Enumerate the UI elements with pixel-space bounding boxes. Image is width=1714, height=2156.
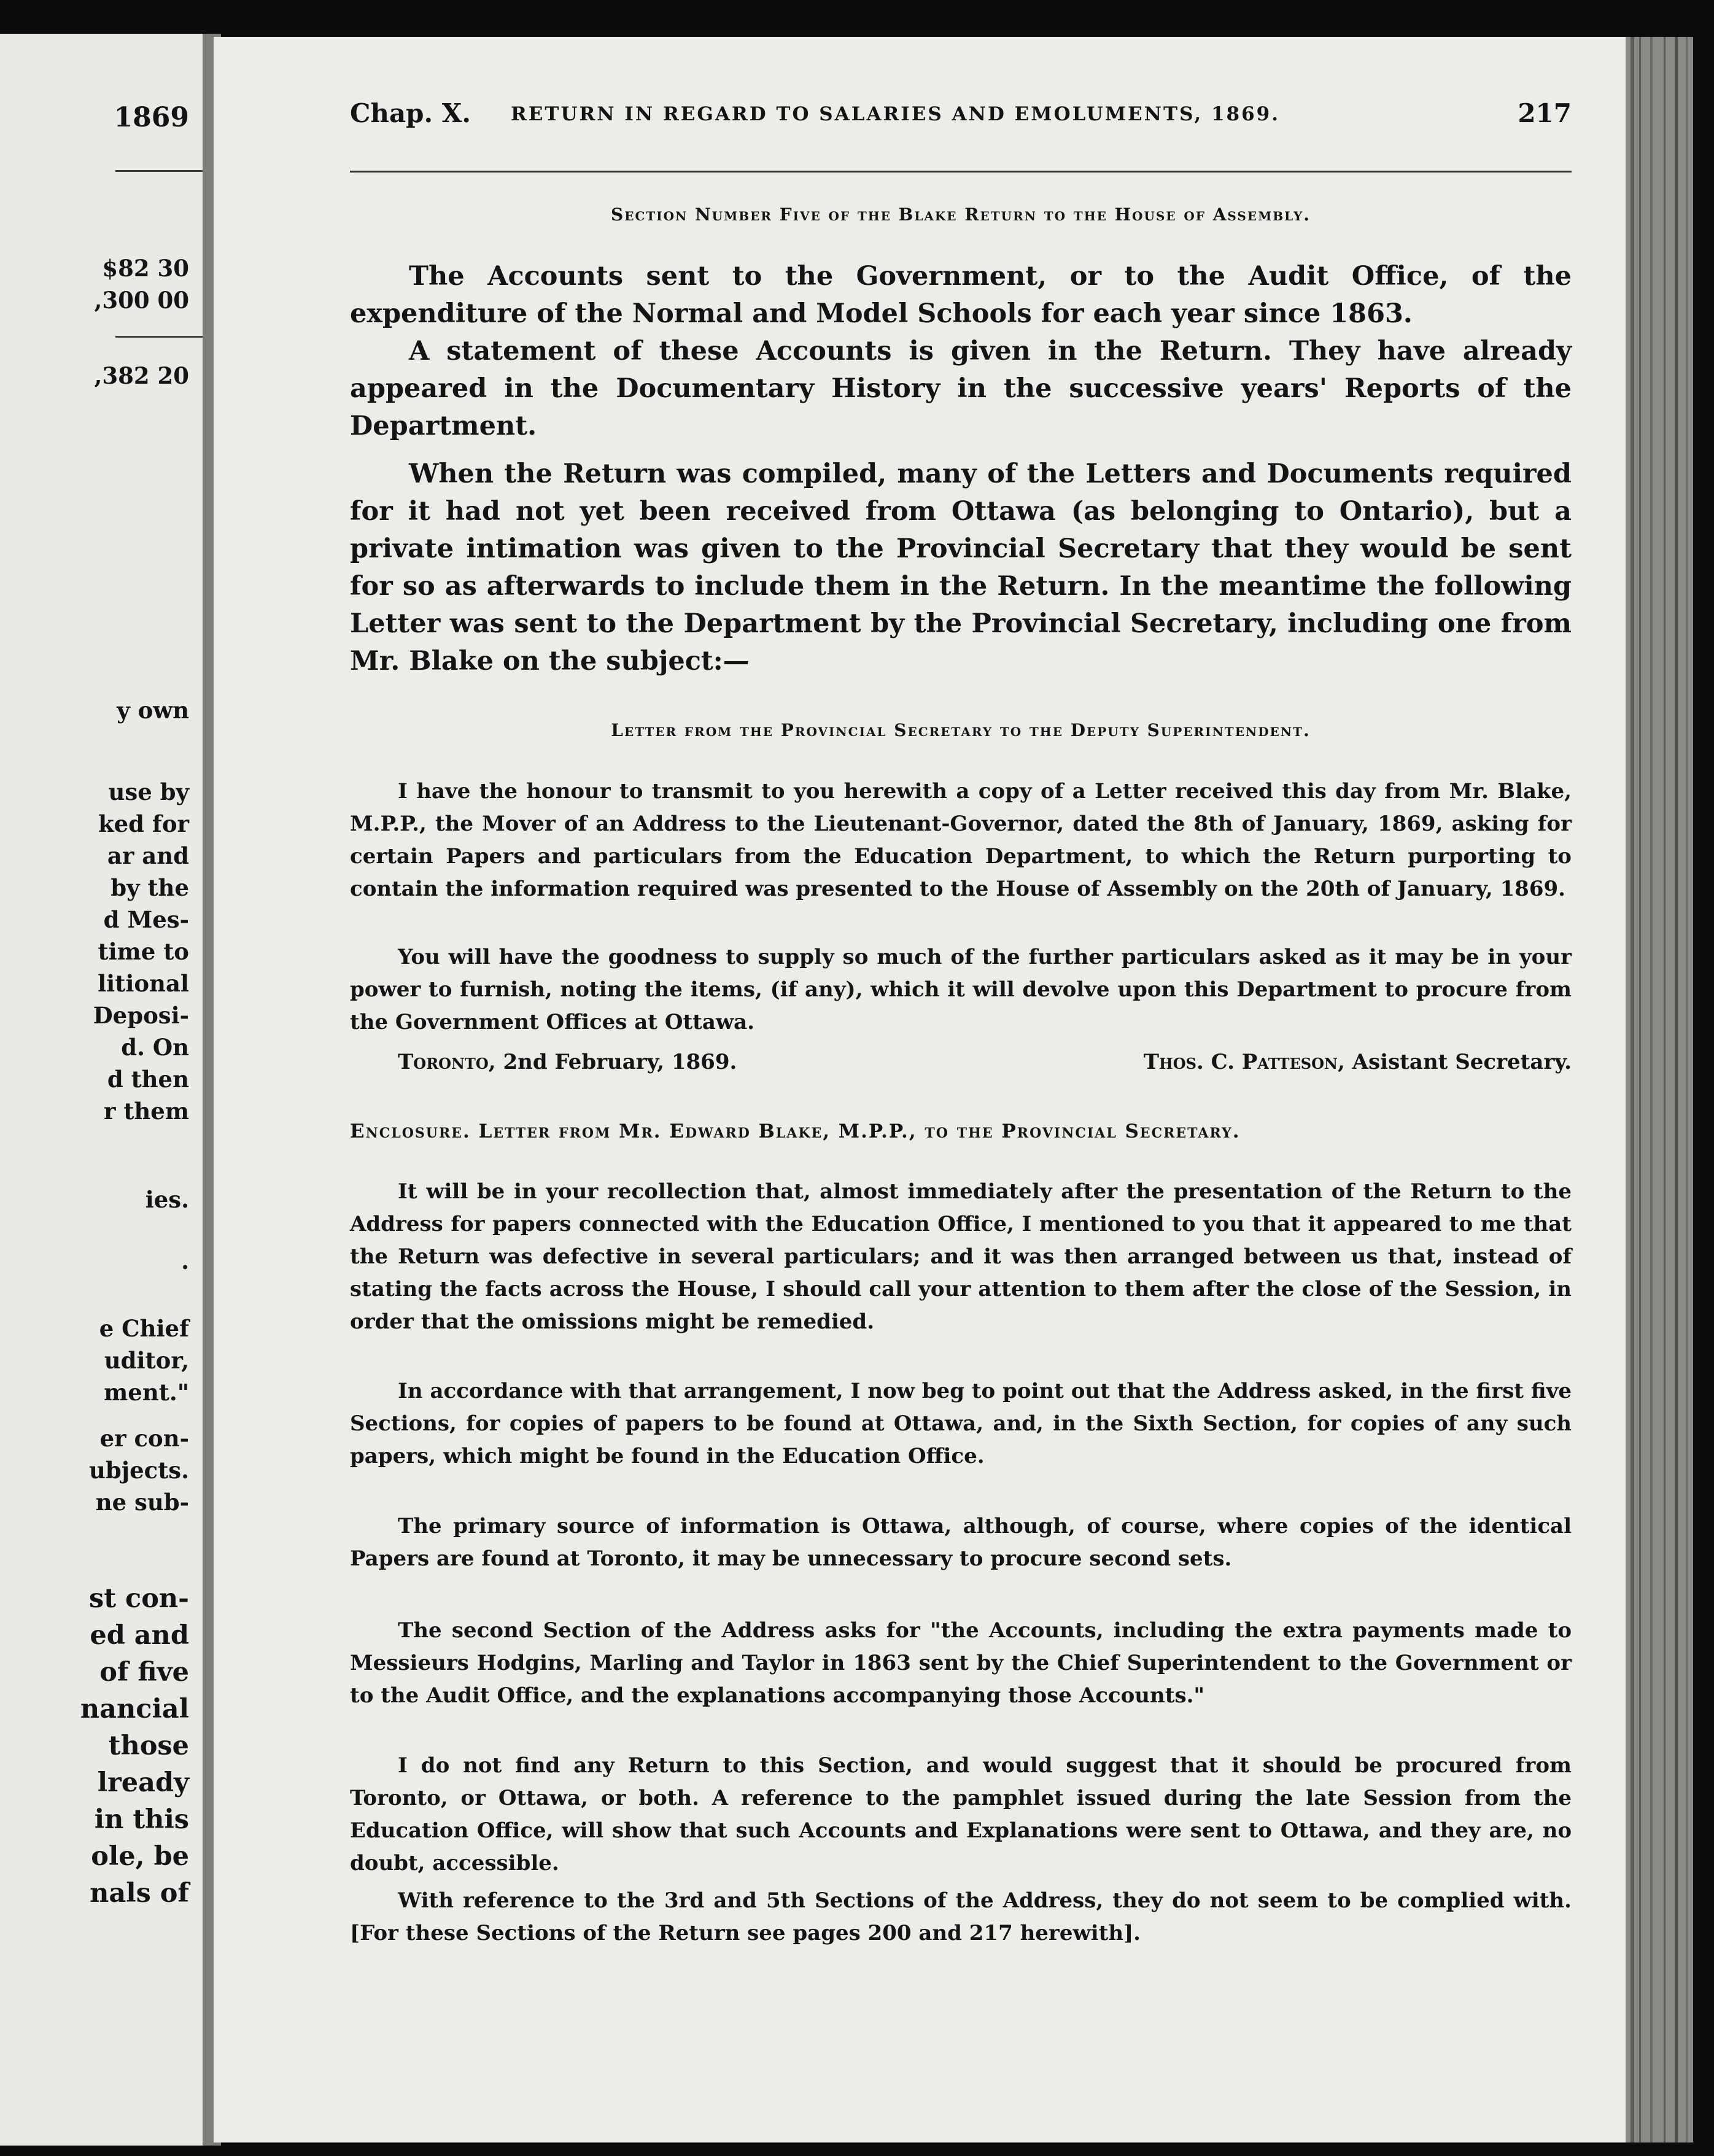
signature-title: , Asistant Secretary. — [1337, 1050, 1572, 1074]
fragment-line: time to — [98, 938, 189, 965]
enclosure-paragraph: It will be in your recollection that, almost immediately after the presentation of the Return to the Address for papers connected with the Education Office, I mentioned to you that it appeared to me that the Return was defective in several particulars; and it was then arranged between us that, instead of stating the facts across the House, I should call your attention to them after the close of the Session, in order that the omissions might be remedied. — [350, 1179, 1572, 1334]
fragment-line: d Mes- — [103, 906, 189, 933]
previous-page-year: 1869 — [114, 102, 189, 133]
enclosure-paragraph: With reference to the 3rd and 5th Sections of the Address, they do not seem to be complied with. [For these Sections of the Return see pages 200 and 217 herewith]. — [350, 1888, 1572, 1945]
fragment-line: uditor, — [104, 1347, 189, 1374]
fragment-line: ole, be — [91, 1841, 189, 1872]
fragment-line: nancial — [80, 1694, 189, 1724]
main-page — [214, 37, 1626, 2142]
letter-paragraph: I have the honour to transmit to you herewith a copy of a Letter received this day from Mr. Blake, M.P.P., the Mover of an Address to the Lieutenant-Governor, dated the 8th of January, 1869, asking for certain Papers and particulars from the Education Department, to which the Return purporting to contain the information required was presented to the House of Assembly on the 20th of January, 1869. — [350, 779, 1572, 901]
fragment-line: of five — [99, 1657, 189, 1688]
page-number: 217 — [1518, 98, 1572, 128]
fragment-line: r them — [103, 1098, 189, 1125]
fragment-line: ne sub- — [95, 1489, 189, 1516]
fragment-line: d then — [107, 1066, 189, 1093]
signature-name: Thos. C. Patteson — [1143, 1050, 1338, 1074]
previous-page-fragment — [0, 34, 203, 2146]
section-paragraph: When the Return was compiled, many of the Letters and Documents required for it had not yet been received from Ottawa (as belonging to Ontario), but a private intimation was given to the Provincial Secretary that they would be sent for so as afterwards to include them in the Return. In the meantime the following Letter was sent to the Department by the Provincial Secretary, including one from Mr. Blake on the subject:— — [350, 459, 1572, 677]
fragment-line: er con- — [99, 1425, 189, 1452]
enclosure-paragraph: In accordance with that arrangement, I now beg to point out that the Address asked, in the first five Sections, for copies of papers to be found at Ottawa, and, in the Sixth Section, for copies of any such papers, which might be found in the Education Office. — [350, 1379, 1572, 1468]
fragment-line: those — [108, 1731, 189, 1761]
fragment-line: d. On — [121, 1034, 189, 1061]
fragment-line: Deposi- — [93, 1002, 189, 1029]
fragment-line: y own — [117, 697, 189, 724]
fragment-line: in this — [94, 1804, 189, 1835]
fragment-line: by the — [111, 874, 189, 901]
amount-rule — [115, 336, 203, 338]
fragment-line: st con- — [88, 1583, 189, 1614]
fragment-line: nals of — [90, 1878, 189, 1909]
section-paragraph: The Accounts sent to the Government, or to the Audit Office, of the expenditure of the Normal and Model Schools for each year since 1863. — [350, 261, 1572, 329]
enclosure-paragraph: I do not find any Return to this Section, and would suggest that it should be procured from Toronto, or Ottawa, or both. A reference to the pamphlet issued during the late Session from the Education Office, will show that such Accounts and Explanations were sent to Ottawa, and they are, no doubt, accessible. — [350, 1753, 1572, 1875]
fragment-line: ment." — [104, 1379, 189, 1406]
letter-paragraph: You will have the goodness to supply so much of the further particulars asked as it may be in your power to furnish, noting the items, (if any), which it will devolve upon this Department to procure from the Government Offices at Ottawa. — [350, 945, 1572, 1034]
enclosure-heading: Enclosure. Letter from Mr. Edward Blake, M.P.P., to the Provincial Secretary. — [350, 1120, 1241, 1142]
running-head — [350, 98, 1572, 141]
section-heading: Section Number Five of the Blake Return to the House of Assembly. — [611, 204, 1311, 225]
enclosure-paragraph: The second Section of the Address asks for "the Accounts, including the extra payments made to Messieurs Hodgins, Marling and Taylor in 1863 sent by the Chief Superintendent to the Government or to the Audit Office, and the explanations accompanying those Accounts." — [350, 1618, 1572, 1708]
fragment-line: ed and — [90, 1620, 189, 1651]
header-rule — [350, 171, 1572, 173]
fragment-line: . — [181, 1247, 189, 1274]
signature-date: , 2nd February, 1869. — [488, 1050, 737, 1074]
amount-line: $82 30 — [102, 255, 189, 282]
page-edge-shadow — [1626, 37, 1693, 2142]
fragment-line: ubjects. — [88, 1457, 189, 1484]
amount-line: ,300 00 — [94, 287, 189, 314]
running-head-title: RETURN IN REGARD TO SALARIES AND EMOLUMENTS, 1869. — [511, 103, 1281, 125]
chapter-label: Chap. X. — [350, 98, 471, 128]
previous-page-rule — [115, 170, 203, 172]
letter-heading: Letter from the Provincial Secretary to the Deputy Superintendent. — [611, 720, 1311, 740]
amount-total-line: ,382 20 — [94, 362, 189, 389]
signature-place: Toronto — [398, 1050, 489, 1074]
fragment-line: ar and — [107, 842, 189, 869]
fragment-line: e Chief — [99, 1315, 189, 1342]
fragment-line: ked for — [98, 810, 189, 837]
fragment-line: lready — [97, 1767, 189, 1798]
enclosure-paragraph: The primary source of information is Ottawa, although, of course, where copies of the identical Papers are found at Toronto, it may be unnecessary to procure second sets. — [350, 1514, 1572, 1571]
section-paragraph: A statement of these Accounts is given in the Return. They have already appeared in the Documentary History in the successive years' Reports of the Department. — [350, 336, 1572, 441]
fragment-line: use by — [108, 778, 189, 805]
fragment-line: ies. — [145, 1186, 189, 1213]
fragment-line: litional — [98, 970, 189, 997]
